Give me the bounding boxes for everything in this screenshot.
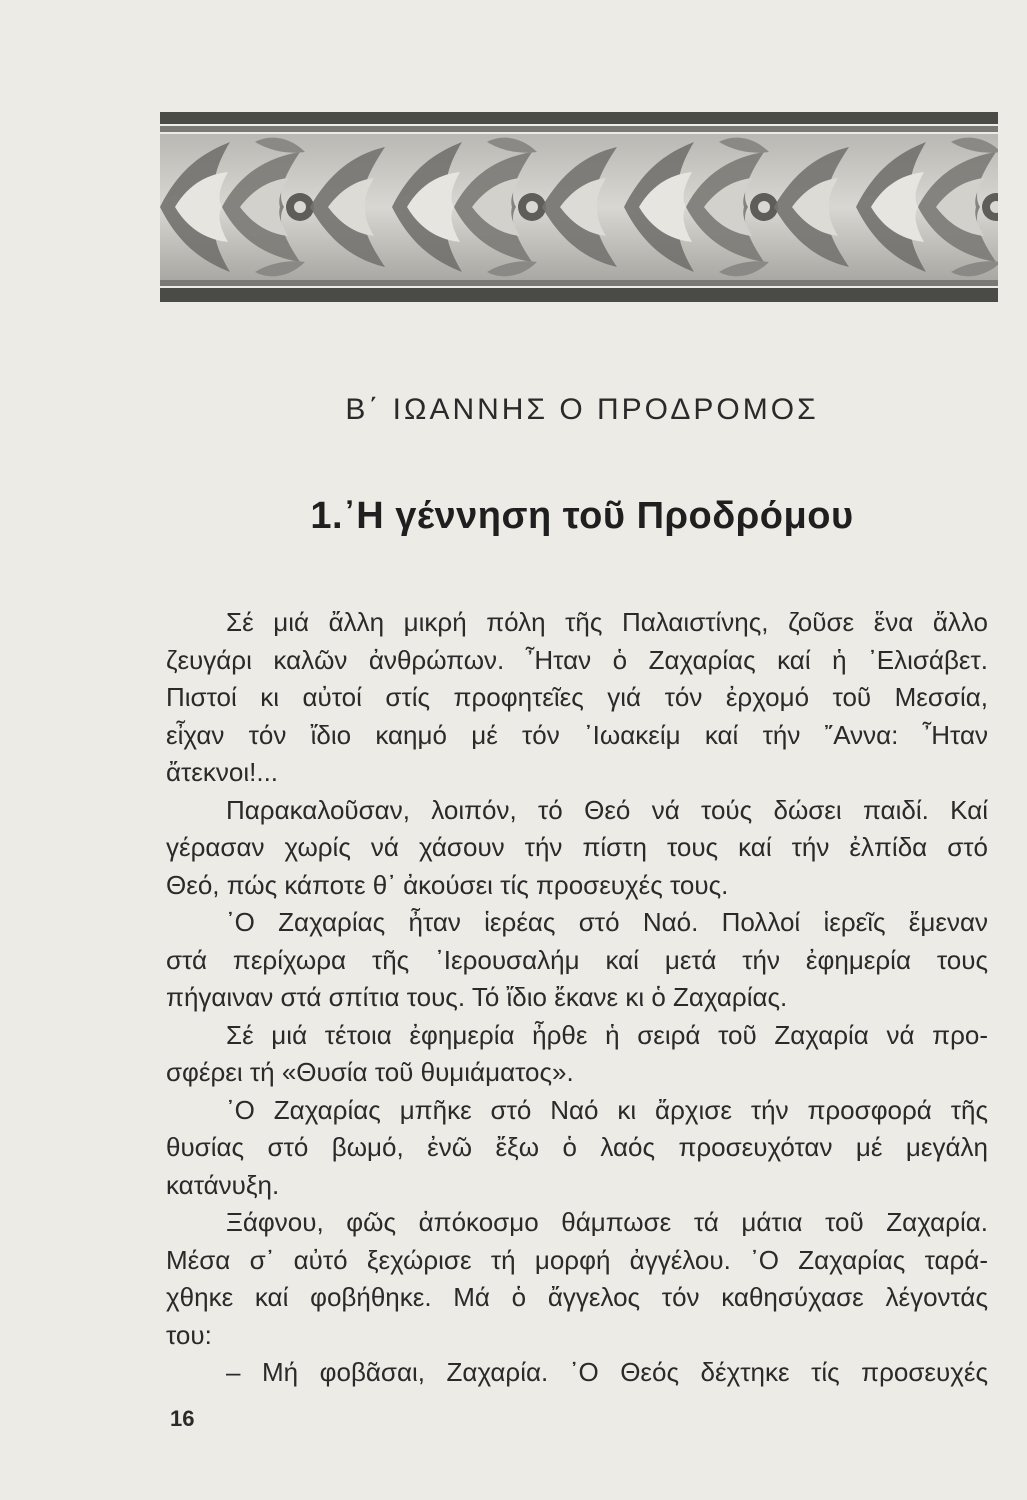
text-line: κατάνυξη. [166, 1169, 280, 1200]
text-line: χθηκε καί φοβήθηκε. Μά ὁ ἄγγελος τόν καθησύχασε λέγοντάς [166, 1282, 988, 1312]
text-line: εἶχαν τόν ἴδιο καημό μέ τόν ᾿Ιωακείμ καί τήν ῎Αννα: ῏Ηταν [166, 719, 988, 750]
text-line: του: [166, 1319, 212, 1350]
text-line: Σέ μιά τέτοια ἐφημερία ἦρθε ἡ σειρά τοῦ Ζαχαρία νά προ- [226, 1019, 988, 1050]
text-line: ᾿Ο Ζαχαρίας μπῆκε στό Ναό κι ἄρχισε τήν προσφορά τῆς [226, 1094, 988, 1125]
text-line: στά περίχωρα τῆς ᾿Ιερουσαλήμ καί μετά τήν ἐφημερία τους [166, 944, 988, 975]
decorative-ornament-band [160, 112, 998, 302]
text-line: θυσίας στό βωμό, ἐνῶ ἔξω ὁ λαός προσευχόταν μέ μεγάλη [166, 1132, 988, 1162]
text-line: Ξάφνου, φῶς ἀπόκοσμο θάμπωσε τά μάτια τοῦ Ζαχαρία. [226, 1207, 988, 1237]
text-line: σφέρει τή «Θυσία τοῦ θυμιάματος». [166, 1057, 574, 1087]
text-line: γέρασαν χωρίς νά χάσουν τήν πίστη τους καί τήν ἐλπίδα στό [166, 832, 988, 862]
text-line: ζευγάρι καλῶν ἀνθρώπων. ῏Ηταν ὁ Ζαχαρίας καί ἡ ᾿Ελισάβετ. [166, 644, 988, 675]
text-line: Παρακαλοῦσαν, λοιπόν, τό Θεό νά τούς δώσει παιδί. Καί [226, 794, 988, 825]
text-line: ᾿Ο Ζαχαρίας ἦταν ἱερέας στό Ναό. Πολλοί ἱερεῖς ἔμεναν [226, 907, 988, 937]
text-line: Θεό, πώς κάποτε θ᾿ ἀκούσει τίς προσευχές τους. [166, 869, 729, 900]
page-number: 16 [170, 1406, 195, 1431]
chapter-heading: Β΄ ΙΩΑΝΝΗΣ Ο ΠΡΟΔΡΟΜΟΣ [345, 393, 819, 426]
body-text [166, 604, 988, 1392]
text-line: Μέσα σ᾿ αὐτό ξεχώρισε τή μορφή ἀγγέλου. ᾿Ο Ζαχαρίας ταρά- [166, 1244, 988, 1275]
text-line: Σέ μιά ἄλλη μικρή πόλη τῆς Παλαιστίνης, ζοῦσε ἕνα ἄλλο [226, 607, 988, 637]
text-line: ἄτεκνοι!... [166, 757, 279, 787]
section-title: 1.᾿Η γέννηση τοῦ Προδρόμου [310, 495, 854, 537]
text-line: πήγαιναν στά σπίτια τους. Τό ἴδιο ἔκανε κι ὁ Ζαχαρίας. [166, 982, 788, 1012]
text-line: – Μή φοβᾶσαι, Ζαχαρία. ᾿Ο Θεός δέχτηκε τίς προσευχές [226, 1357, 988, 1387]
text-line: Πιστοί κι αὐτοί στίς προφητεῖες γιά τόν ἐρχομό τοῦ Μεσσία, [166, 682, 988, 712]
